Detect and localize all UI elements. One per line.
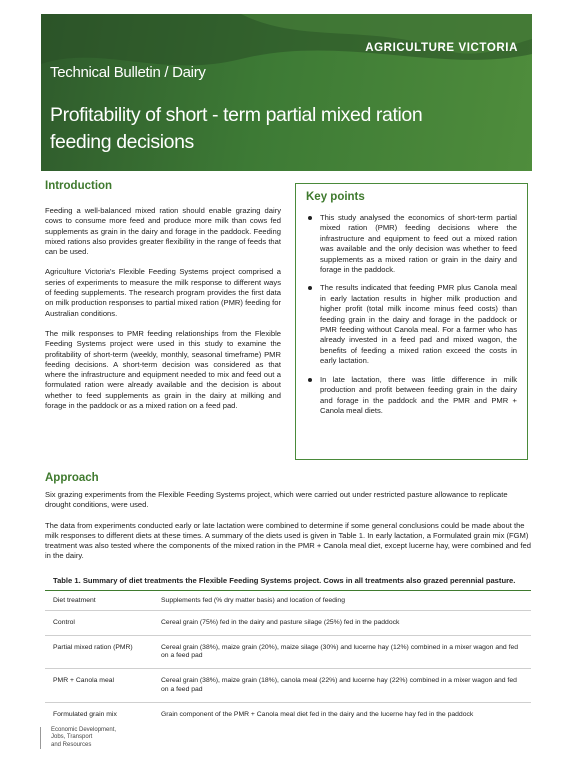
table-row (45, 610, 531, 635)
table-row (45, 702, 531, 726)
page-title (50, 102, 510, 156)
introduction-section (45, 180, 281, 421)
footer-line: Jobs, Transport (51, 734, 93, 741)
footer-line: Economic Development, (51, 727, 117, 733)
introduction-paragraph: Feeding a well-balanced mixed ration should enable grazing dairy cows to consume more feed and produce more milk than cows fed supplements as grain in the dairy and forage in the paddock. Feeding mixed rations also provides greater flexibility in the range of feeds that can be used. (45, 206, 281, 257)
table-cell: Formulated grain mix (53, 710, 117, 718)
table-row (45, 635, 531, 669)
table-row (45, 669, 531, 703)
table-cell: Partial mixed ration (PMR) (53, 643, 133, 651)
table-cell: Cereal grain (38%), maize grain (18%), canola meal (22%) and lucerne hay (22%) combined in a mixer wagon and fed on a feed pad (161, 677, 517, 693)
key-points-heading: Key points (306, 191, 365, 203)
bulletin-label: Technical Bulletin / Dairy (50, 64, 206, 81)
approach-section (45, 472, 531, 572)
table-cell: PMR + Canola meal (53, 677, 115, 685)
footer-line: and Resources (51, 741, 92, 748)
key-points-box (295, 183, 528, 460)
key-point-item: The results indicated that feeding PMR plus Canola meal in early lactation results in higher milk production and higher profit (total milk income minus feed costs) than feeding grain in the dairy and forage in the paddock or PMR feeding without Canola meal. For a farmer who has already invested in a feed pad and mixed wagon, the benefits of feeding a mixed ration exceed the costs in early lactation. (306, 283, 517, 366)
approach-paragraph: Six grazing experiments from the Flexible Feeding Systems project, which were carried out under restricted pasture allowance to replicate drought conditions, were used. (45, 490, 508, 510)
key-point-item: In late lactation, there was little difference in milk production and profit between feeding grain in the dairy and forage in the paddock and the PMR and PMR + Canola meal diets. (306, 375, 517, 417)
approach-heading: Approach (45, 472, 99, 484)
table-caption: Table 1. Summary of diet treatments the Flexible Feeding Systems project. Cows in all treatments also grazed perennial pasture. (53, 576, 516, 585)
brand-logo: AGRICULTURE VICTORIA (365, 42, 518, 54)
key-point-item: This study analysed the economics of short-term partial mixed ration (PMR) feeding decisions where the infrastructure and equipment to feed out a mixed ration was available and the only decision was whether to feed supplements as a mixed ration or grain in the dairy and forage in the paddock. (306, 213, 517, 275)
table-header-row (45, 591, 531, 611)
title-line-1: Profitability of short - term partial mixed ration (50, 104, 423, 126)
table-cell: Grain component of the PMR + Canola meal diet fed in the dairy and the lucerne hay fed in the paddock (161, 710, 474, 718)
column-header: Supplements fed (% dry matter basis) and location of feeding (161, 597, 345, 604)
title-line-2: feeding decisions (50, 131, 194, 153)
key-points-list (306, 213, 517, 416)
introduction-paragraph: Agriculture Victoria's Flexible Feeding Systems project comprised a series of experiments to measure the milk response to different ways of feeding supplements. The research program provides the first data on milk production responses to partial mixed ration (PMR) feeding for Australian conditions. (45, 267, 281, 318)
approach-paragraph: The data from experiments conducted early or late lactation were combined to determine if some general conclusions could be made about the milk responses to different diets at these times. A summary of the diets used is given in Table 1. In early lactation, a Formulated grain mix (FGM) treatment was also tested where the components of the mixed ration in the PMR + Canola meal diet, except lucerne hay, were combined and fed in the dairy. (45, 520, 531, 561)
diet-table (45, 590, 531, 727)
table-cell: Control (53, 618, 75, 626)
header-banner (41, 14, 532, 171)
introduction-heading: Introduction (45, 180, 113, 192)
table-cell: Cereal grain (38%), maize grain (20%), maize silage (30%) and lucerne hay (12%) combined in a mixer wagon and fed on a feed pad (161, 643, 519, 660)
column-header: Diet treatment (53, 597, 96, 604)
table-cell: Cereal grain (75%) fed in the dairy and pasture silage (25%) fed in the paddock (161, 618, 400, 626)
introduction-paragraph: The milk responses to PMR feeding relationships from the Flexible Feeding Systems project were used in this study to examine the profitability of short-term (weekly, monthly, seasonal timeframe) PMR feeding decisions. A short-term decision was considered as that where the infrastructure and equipment needed to mix and feed out a formulated ration were already available and the decision is about whether to feed supplements as grain in the dairy at milking and forage in the paddock or as a mixed ration on a feed pad. (45, 328, 281, 411)
footer-department (40, 727, 116, 749)
diet-table-section (45, 576, 531, 727)
